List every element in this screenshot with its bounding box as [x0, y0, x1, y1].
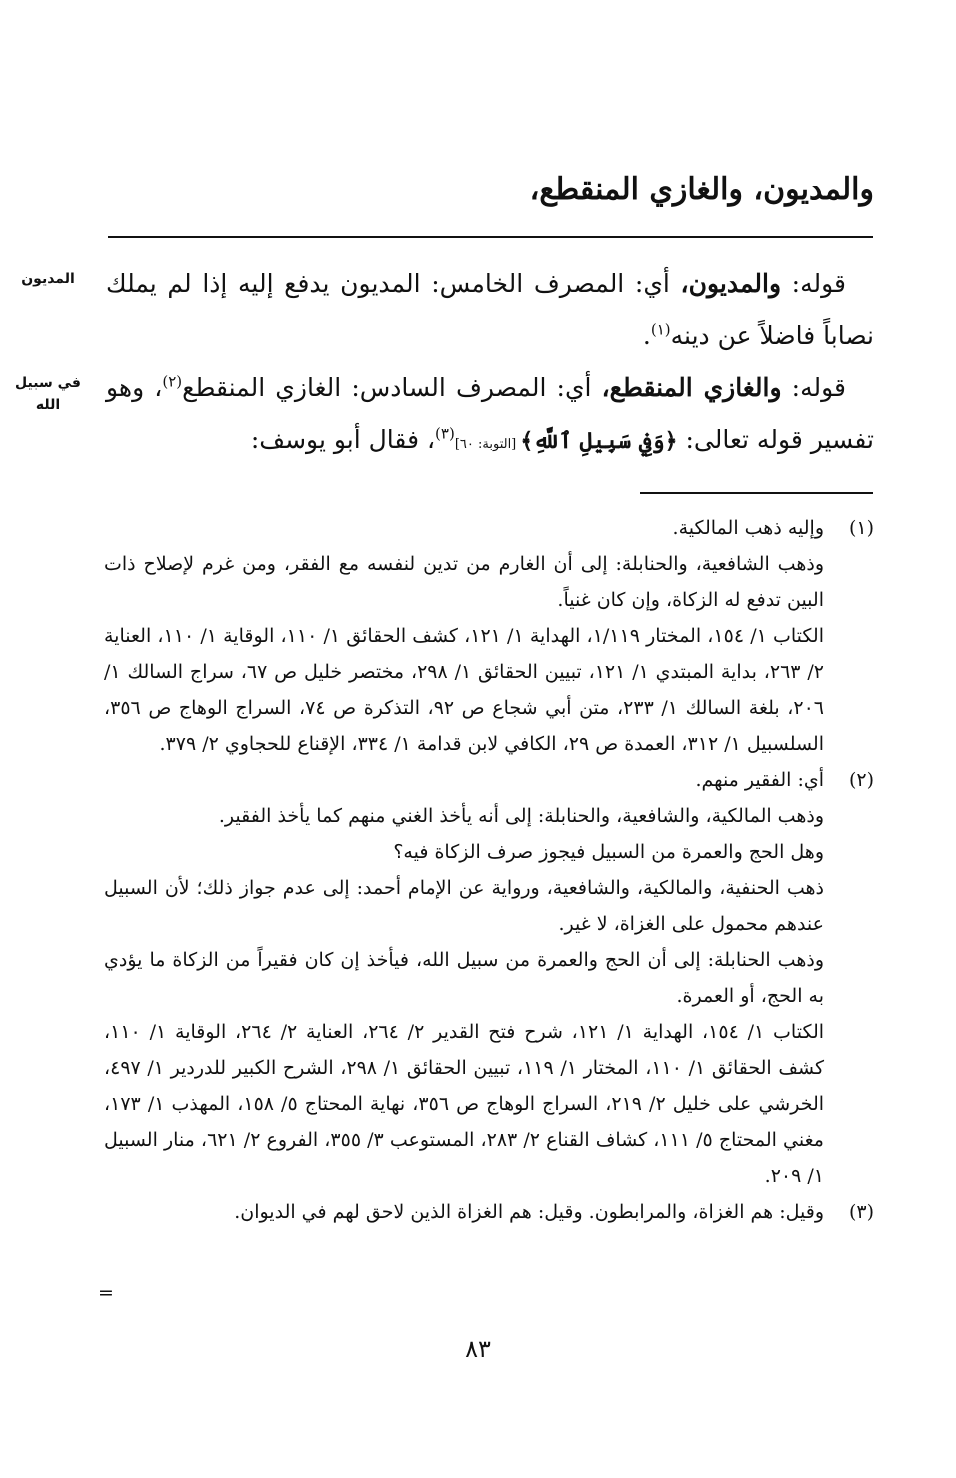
footnote-paragraph: الكتاب ١/ ١٥٤، الهداية ١/ ١٢١، شرح فتح القدير ٢/ ٢٦٤، العناية ٢/ ٢٦٤، الوقاية ١/ ١١٠، كشف الحقائق ١/ ١١٠، المختار ١/ ١١٩، تبيين الحقائق ١/ ٢٩٨، الشرح الكبير للدردير ١/ ٤٩٧، الخرشي على خليل ٢/ ٢١٩، السراج الوهاج ص ٣٥٦، نهاية المحتاج ٥/ ١٥٨، المهذب ١/ ١٧٣، مغني المحتاج ٥/ ١١١، كشاف القناع ٢/ ٢٨٣، المستوعب ٣/ ٣٥٥، الفروع ٢/ ٦٢١، منار السبيل ١/ ٢٠٩. [104, 1021, 825, 1187]
footnote-paragraph: أي: الفقير منهم. [695, 769, 824, 791]
footnote-paragraph: وذهب المالكية، والشافعية، والحنابلة: إلى أنه يأخذ الغني منهم كما يأخذ الفقير. [218, 805, 824, 827]
paragraph-term: والغازي المنقطع، [601, 373, 782, 402]
section-heading: والمديون، والغازي المنقطع، [529, 172, 874, 207]
paragraph-prefix: قوله: [781, 269, 846, 298]
footnote-divider [640, 492, 873, 494]
paragraph-prefix: قوله: [781, 373, 846, 402]
paragraph-madyun [106, 258, 874, 362]
margin-note-madyun: المديون [21, 271, 75, 287]
footnote-paragraph: وذهب الشافعية، والحنابلة: إلى أن الغارم من تدين لنفسه مع الفقر، ومن غرم لإصلاح ذات البين تدفع له الزكاة، وإن كان غنياً. [104, 553, 824, 611]
footnote-reference[interactable]: (٣) [435, 424, 455, 443]
footnote-reference[interactable]: (١) [650, 320, 671, 339]
footnote-paragraph: وإليه ذهب المالكية. [672, 517, 824, 539]
footnote-3 [104, 1194, 874, 1230]
paragraph-ghazi [106, 362, 874, 471]
margin-note-line: في سبيل [15, 375, 81, 391]
paragraph-text: ، فقال أبو يوسف: [250, 425, 436, 454]
paragraph-term: والمديون، [680, 269, 782, 298]
footnote-number: (٣) [848, 1201, 874, 1223]
paragraph-end: . [642, 321, 651, 350]
paragraph-text: أي: المصرف السادس: الغازي المنقطع [182, 373, 602, 402]
footnote-1 [104, 510, 874, 762]
paragraph-text: ، وهو تفسير قوله تعالى: [106, 373, 874, 454]
paragraph-text: أي: المصرف الخامس: المديون يدفع إليه إذا لم يملك نصاباً فاضلاً عن دينه [106, 269, 874, 350]
margin-note-line: الله [35, 397, 61, 413]
footnote-paragraph: الكتاب ١/ ١٥٤، المختار ١/١١٩، الهداية ١/ ١٢١، كشف الحقائق ١/ ١١٠، الوقاية ١/ ١١٠، العناية ٢/ ٢٦٣، بداية المبتدي ١/ ١٢١، تبيين الحقائق ١/ ٢٩٨، مختصر خليل ص ٦٧، سراج السالك ١/ ٢٠٦، بلغة السالك ١/ ٢٣٣، متن أبي شجاع ص ٩٢، التذكرة ص ٧٤، السراج الوهاج ص ٣٥٦، السلسبيل ١/ ٣١٢، العمدة ص ٢٩، الكافي لابن قدامة ١/ ٣٣٤، الإقناع للحجاوي ٢/ ٣٧٩. [104, 625, 825, 755]
page-number: ٨٣ [465, 1335, 491, 1363]
footnote-2 [104, 762, 874, 1194]
quran-verse: ﴿وَفِي سَبِيلِ ٱللَّهِ﴾ [520, 428, 678, 454]
continuation-mark: = [98, 1282, 114, 1304]
footnotes-section [104, 510, 874, 1230]
heading-divider [108, 236, 873, 238]
footnote-paragraph: وقيل: هم الغزاة، والمرابطون. وقيل: هم الغزاة الذين لاحق لهم في الديوان. [234, 1201, 824, 1223]
footnote-number: (٢) [848, 769, 874, 791]
footnote-paragraph: ذهب الحنفية، والمالكية، والشافعية، ورواية عن الإمام أحمد: إلى عدم جواز ذلك؛ لأن السبيل عندهم محمول على الغزاة، لا غير. [104, 877, 824, 935]
footnote-paragraph: وهل الحج والعمرة من السبيل فيجوز صرف الزكاة فيه؟ [393, 841, 824, 863]
footnote-paragraph: وذهب الحنابلة: إلى أن الحج والعمرة من سبيل الله، فيأخذ إن كان فقيراً من الزكاة ما يؤدي به الحج، أو العمرة. [104, 949, 824, 1007]
footnote-number: (١) [848, 517, 874, 539]
footnote-reference[interactable]: (٢) [162, 372, 183, 391]
margin-note-sabil [8, 372, 88, 416]
quran-citation: [التوبة: ٦٠] [454, 437, 521, 452]
